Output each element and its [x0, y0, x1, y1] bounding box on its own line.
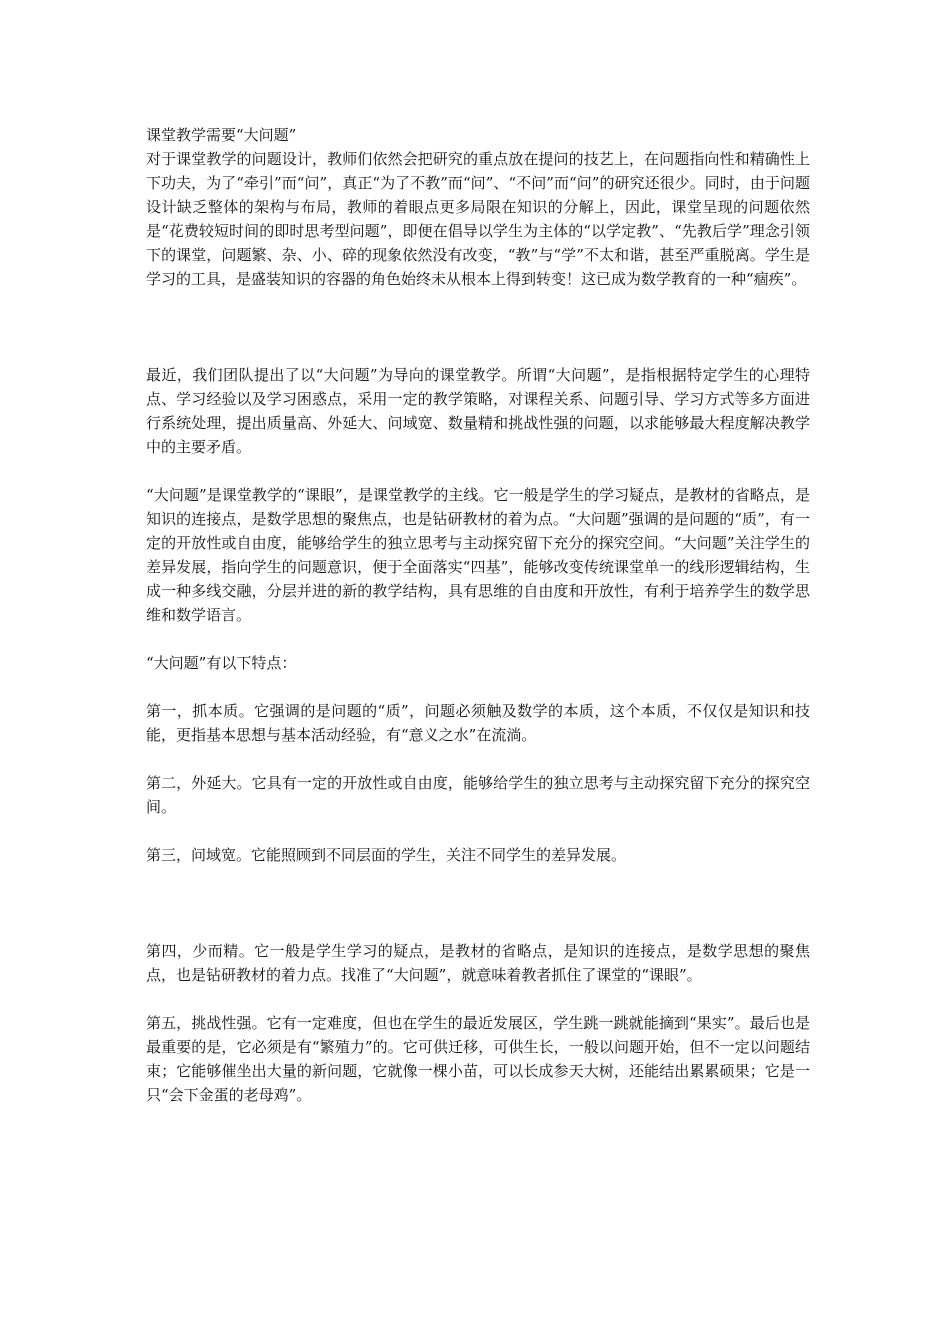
paragraph-feature-1: 第一，抓本质。它强调的是问题的“质”，问题必须触及数学的本质，这个本质，不仅仅是知识和技能，更指基本思想与基本活动经验，有“意义之水”在流淌。 [146, 702, 810, 744]
spacer [146, 987, 810, 1011]
document-title: 课堂教学需要“大问题” [146, 126, 297, 144]
paragraph-feature-3: 第三，问域宽。它能照顾到不同层面的学生，关注不同学生的差异发展。 [146, 846, 627, 864]
spacer [146, 819, 810, 843]
paragraph-1: 对于课堂教学的问题设计，教师们依然会把研究的重点放在提问的技艺上，在问题指向性和精确性上下功夫，为了“牵引”而“问”，真正“为了不教”而“问”、“不问”而“问”的研究还很少。同时，由于问题设计缺乏整体的架构与布局，教师的着眼点更多局限在知识的分解上，因此，课堂呈现的问题依然是“花费较短时间的即时思考型问题”，即便在倡导以学生为主体的“以学定教”、“先教后学”理念引领下的课堂，问题繁、杂、小、碎的现象依然没有改变，“教”与“学”不太和谐，甚至严重脱离。学生是学习的工具，是盛装知识的容器的角色始终未从根本上得到转变！这已成为数学教育的一种“痼疾”。 [146, 150, 810, 288]
paragraph-features-intro: “大问题”有以下特点： [146, 654, 297, 672]
paragraph-2: 最近，我们团队提出了以“大问题”为导向的课堂教学。所谓“大问题”，是指根据特定学生的心理特点、学习经验以及学习困惑点，采用一定的教学策略，对课程关系、问题引导、学习方式等多方面进行系统处理，提出质量高、外延大、问域宽、数量精和挑战性强的问题，以求能够最大程度解决教学中的主要矛盾。 [146, 366, 810, 456]
paragraph-3: “大问题”是课堂教学的“课眼”，是课堂教学的主线。它一般是学生的学习疑点，是教材的省略点，是知识的连接点，是数学思想的聚焦点，也是钻研教材的着为点。“大问题”强调的是问题的“质”，有一定的开放性或自由度，能够给学生的独立思考与主动探究留下充分的探究空间。“大问题”关注学生的差异发展，指向学生的问题意识，便于全面落实“四基”，能够改变传统课堂单一的线形逻辑结构，生成一种多线交融，分层并进的新的教学结构，具有思维的自由度和开放性，有利于培养学生的数学思维和数学语言。 [146, 486, 810, 624]
spacer [146, 675, 810, 699]
paragraph-feature-5: 第五，挑战性强。它有一定难度，但也在学生的最近发展区，学生跳一跳就能摘到“果实”。最后也是最重要的是，它必须是有“繁殖力”的。它可供迁移，可供生长，一般以问题开始，但不一定以问题结束；它能够催坐出大量的新问题，它就像一棵小苗，可以长成参天大树，还能结出累累硕果；它是一只“会下金蛋的老母鸡”。 [146, 1014, 810, 1104]
paragraph-feature-2: 第二，外延大。它具有一定的开放性或自由度，能够给学生的独立思考与主动探究留下充分的探究空间。 [146, 774, 810, 816]
spacer [146, 867, 810, 939]
paragraph-feature-4: 第四，少而精。它一般是学生学习的疑点，是教材的省略点，是知识的连接点，是数学思想的聚焦点，也是钻研教材的着力点。找准了“大问题”，就意味着教者抓住了课堂的“课眼”。 [146, 942, 810, 984]
spacer [146, 627, 810, 651]
spacer [146, 747, 810, 771]
spacer [146, 291, 810, 363]
spacer [146, 459, 810, 483]
